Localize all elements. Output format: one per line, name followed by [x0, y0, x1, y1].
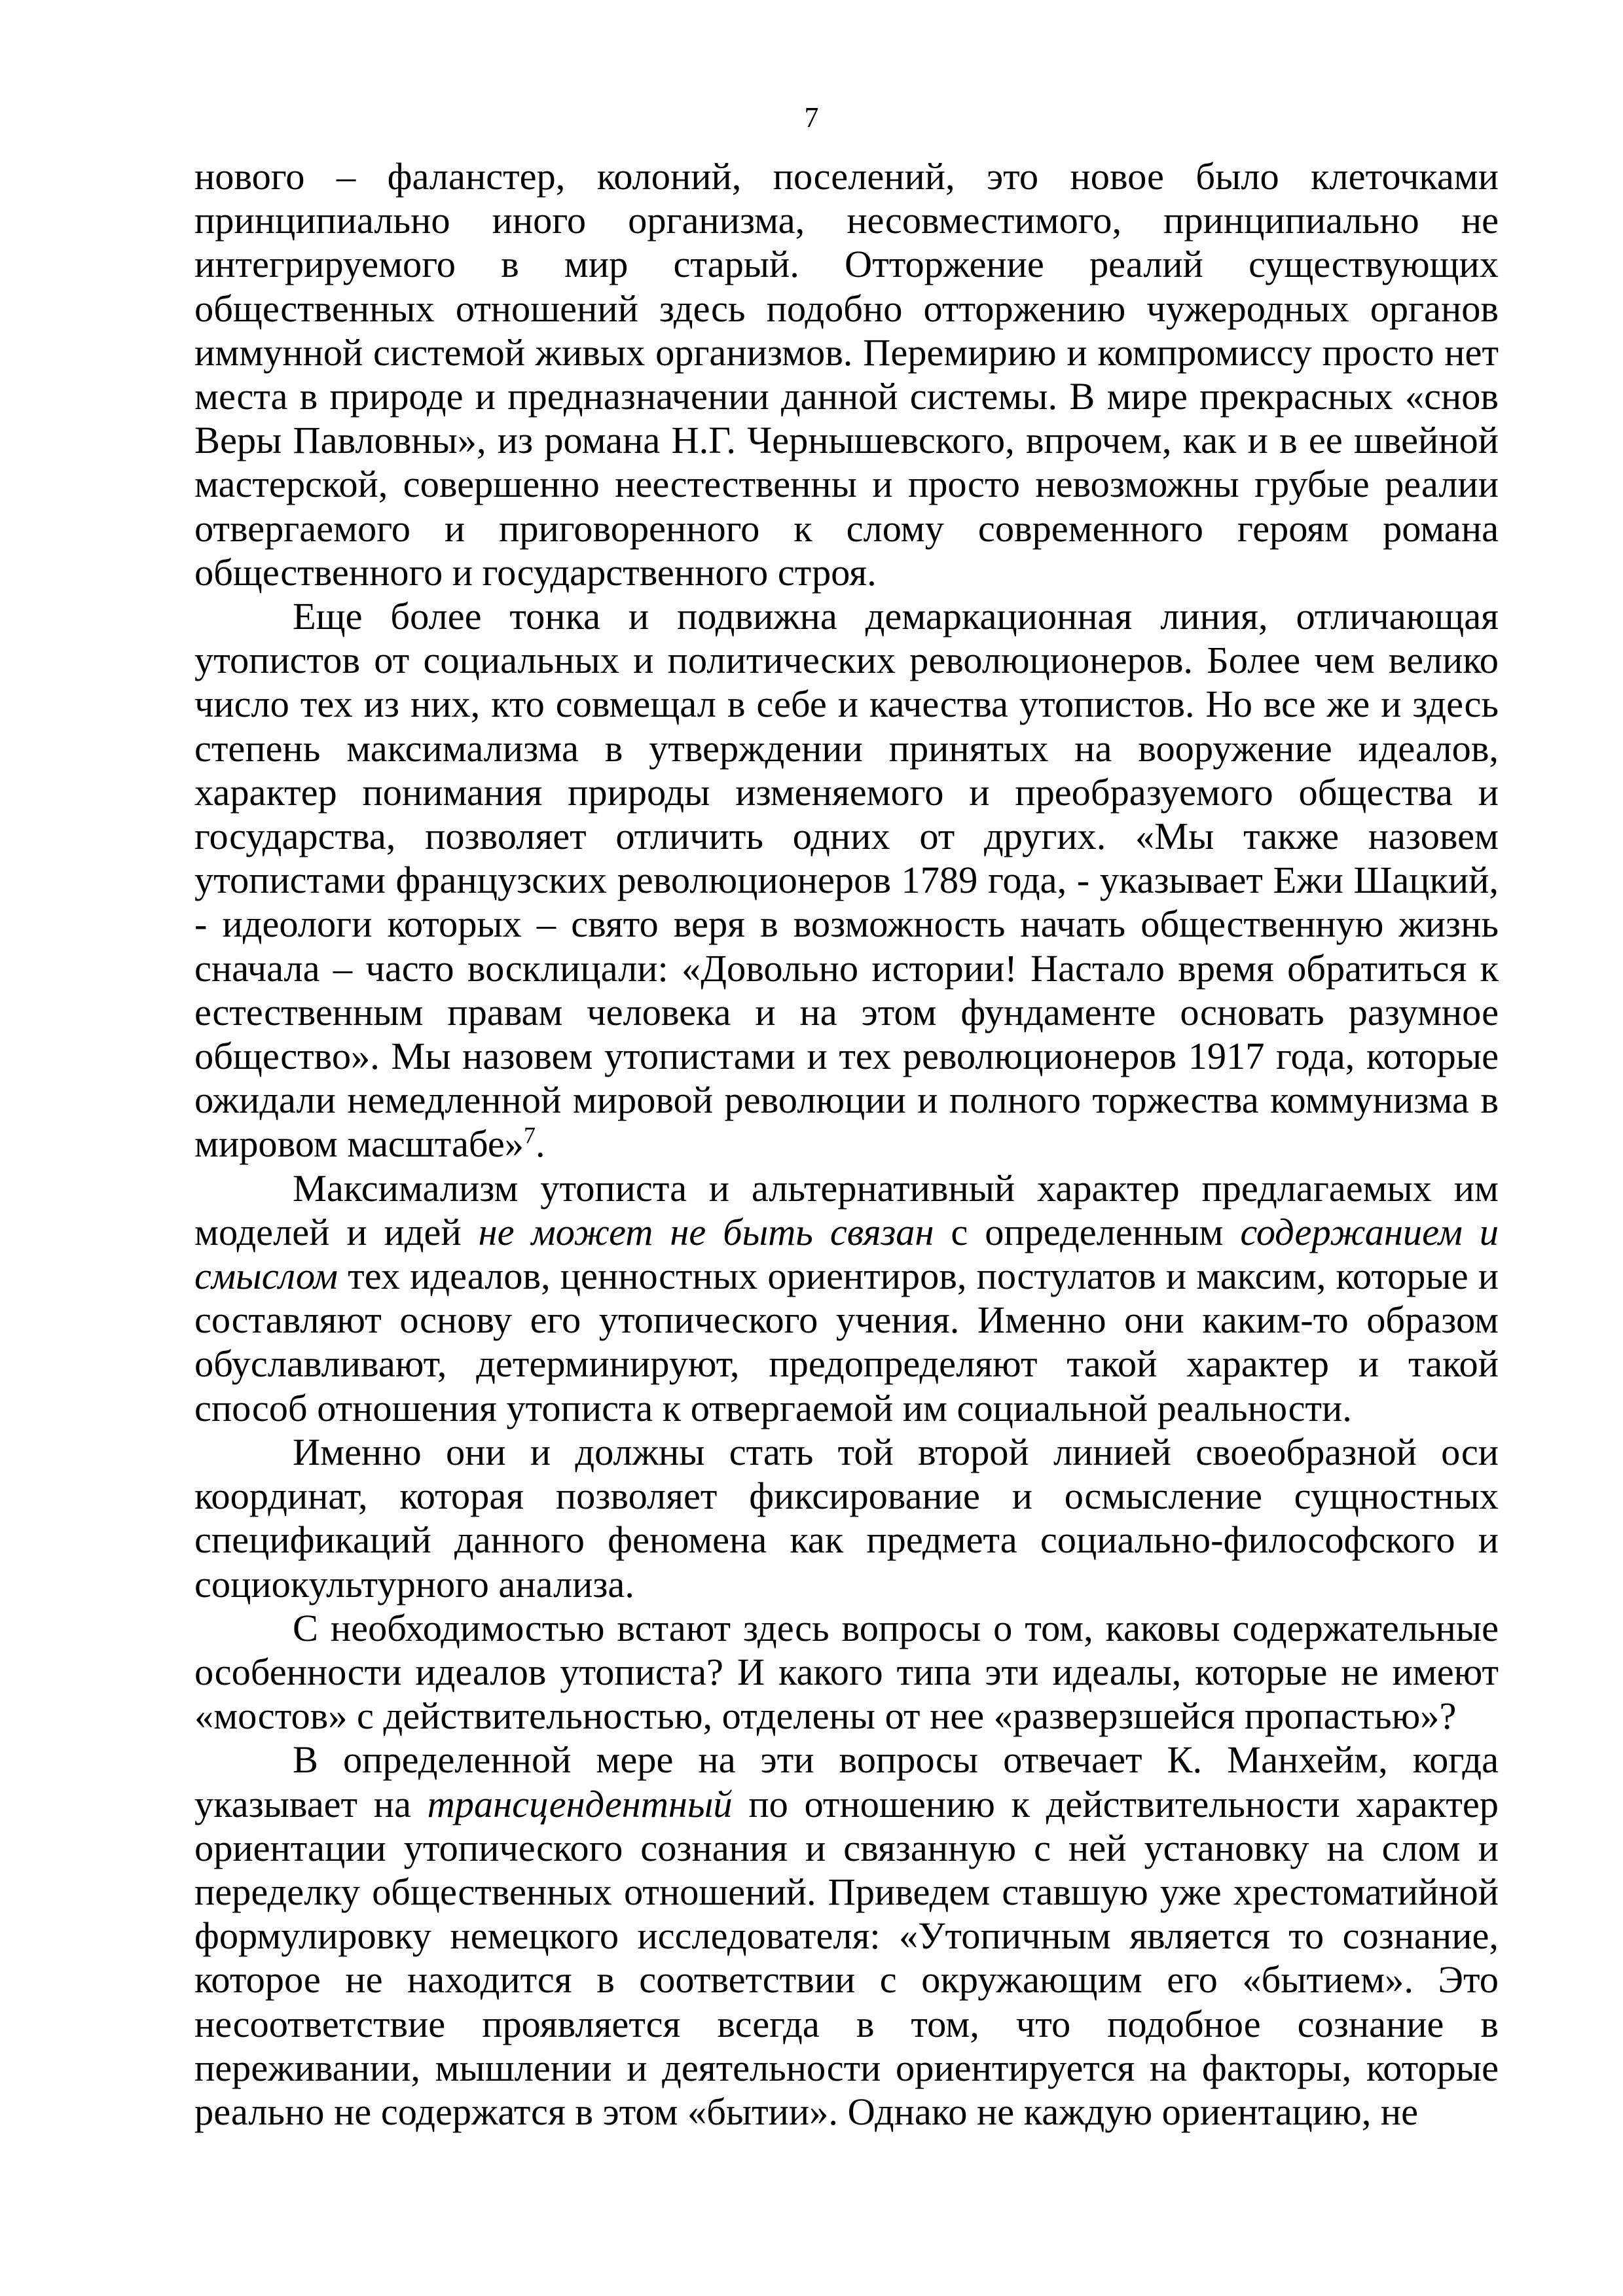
paragraph — [194, 1430, 1499, 1606]
text-run: Еще более тонка и подвижна демаркационная линия, отличающая утопистов от социальных и политических революционеров. Более чем велико число тех из них, кто совмещал в себе и качества утопистов. Но все же и здесь степень максимализма в утверждении принятых на вооружение идеалов, характер понимания природы изменяемого и преобразуемого общества и государства, позволяет отличить одних от других. «Мы также назовем утопистами французских революционеров 1789 года, - указывает Ежи Шацкий, - идеологи которых – свято веря в возможность начать общественную жизнь сначала – часто восклицали: «Довольно истории! Настало время обратиться к естественным правам человека и на этом фундаменте основать разумное общество». Мы назовем утопистами и тех революционеров 1917 года, которые ожидали немедленной мировой революции и полного торжества коммунизма в мировом масштабе» — [194, 595, 1499, 1166]
text-run: нового – фаланстер, колоний, поселений, это новое было клеточками принципиально иного организма, несовместимого, принципиально не интегрируемого в мир старый. Отторжение реалий существующих общественных отношений здесь подобно отторжению чужеродных органов иммунной системой живых организмов. Перемирию и компромиссу просто нет места в природе и предназначении данной системы. В мире прекрасных «снов Веры Павловны», из романа Н.Г. Чернышевского, впрочем, как и в ее швейной мастерской, совершенно неестественны и просто невозможны грубые реалии отвергаемого и приговоренного к слому современного героям романа общественного и государственного строя. — [194, 155, 1499, 594]
text-run: с определенным — [934, 1210, 1241, 1253]
paragraph — [194, 154, 1499, 594]
body-text — [194, 154, 1499, 2134]
text-run: Максимализм утописта и альтернативный характер предлагаемых им моделей и идей — [194, 1166, 1499, 1253]
footnote-ref: 7 — [523, 1122, 536, 1149]
emphasis-text: содержанием и смыслом — [194, 1210, 1499, 1298]
paragraph — [194, 1166, 1499, 1430]
paragraph — [194, 1738, 1499, 2134]
page-number: 7 — [804, 101, 819, 134]
paragraph — [194, 594, 1499, 1166]
text-run: тех идеалов, ценностных ориентиров, постулатов и максим, которые и составляют основу его утопического учения. Именно они каким-то образом обуславливают, детерминируют, предопределяют такой характер и такой способ отношения утописта к отвергаемой им социальной реальности. — [194, 1255, 1499, 1429]
paragraph — [194, 1606, 1499, 1738]
text-run: . — [535, 1122, 545, 1166]
emphasis-text: не может не быть связан — [478, 1210, 934, 1253]
emphasis-text: трансцендентный — [427, 1782, 733, 1825]
text-run: С необходимостью встают здесь вопросы о том, каковы содержательные особенности идеалов утописта? И какого типа эти идеалы, которые не имеют «мостов» с действительностью, отделены от нее «разверзшейся пропастью»? — [194, 1606, 1499, 1738]
text-run: Именно они и должны стать той второй линией своеобразной оси координат, которая позволяет фиксирование и осмысление сущностных спецификаций данного феномена как предмета социально-философского и социокультурного анализа. — [194, 1430, 1499, 1605]
text-run: В определенной мере на эти вопросы отвечает К. Манхейм, когда указывает на — [194, 1738, 1499, 1825]
text-run: по отношению к действительности характер ориентации утопического сознания и связанную с ней установку на слом и переделку общественных отношений. Приведем ставшую уже хрестоматийной формулировку немецкого исследователя: «Утопичным является то сознание, которое не находится в соответствии с окружающим его «бытием». Это несоответствие проявляется всегда в том, что подобное сознание в переживании, мышлении и деятельности ориентируется на факторы, которые реально не содержатся в этом «бытии». Однако не каждую ориентацию, не — [194, 1782, 1499, 2133]
